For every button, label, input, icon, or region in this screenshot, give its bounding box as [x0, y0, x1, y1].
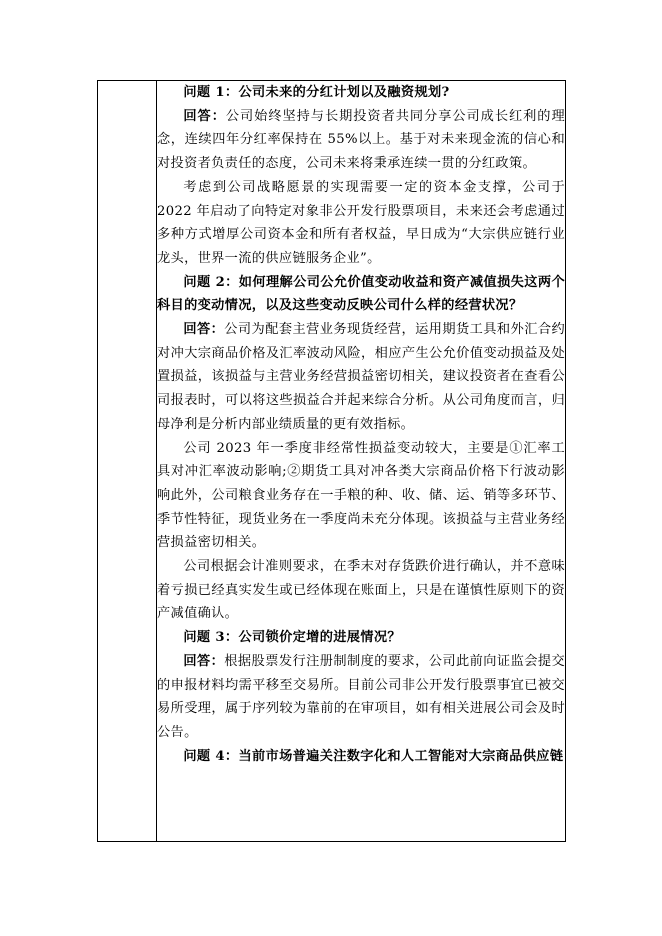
table-row	[98, 81, 566, 842]
table-left-cell	[98, 81, 157, 842]
answer-2-paragraph-2: 公司 2023 年一季度非经常性损益变动较大，主要是①汇率工具对冲汇率波动影响;②期货工具对冲各类大宗商品价格下行波动影响此外，公司粮食业务存在一手粮的种、收、储、运、销等多环节、季节性特征，现货业务在一季度尚未充分体现。该损益与主营业务经营损益密切相关。	[157, 440, 565, 551]
question-1: 问题 1：公司未来的分红计划以及融资规划?	[183, 85, 450, 100]
qa-table	[97, 80, 566, 842]
answer-1-paragraph-1: 回答：公司始终坚持与长期投资者共同分享公司成长红利的理念，连续四年分红率保持在 55%以上。基于对未来现金流的信心和对投资者负责任的态度，公司未来将秉承连续一贯的分红政策。	[157, 108, 565, 172]
question-2: 问题 2：如何理解公司公允价值变动收益和资产减值损失这两个科目的变动情况，以及这些变动反映公司什么样的经营状况？	[157, 274, 565, 314]
answer-label: 回答：	[183, 322, 225, 338]
table-content-cell	[157, 81, 566, 842]
question-4: 问题 4：当前市场普遍关注数字化和人工智能对大宗商品供应链	[183, 748, 564, 764]
answer-3-paragraph-1: 回答：根据股票发行注册制制度的要求，公司此前向证监会提交的申报材料均需平移至交易所。目前公司非公开发行股票事宜已被交易所受理，属于序列较为靠前的在审项目，如有相关进展公司会及时公告。	[157, 653, 565, 740]
answer-2-paragraph-3: 公司根据会计准则要求，在季末对存货跌价进行确认，并不意味着亏损已经真实发生或已经体现在账面上，只是在谨慎性原则下的资产减值确认。	[157, 559, 565, 622]
answer-2-paragraph-1: 回答：公司为配套主营业务现货经营，运用期货工具和外汇合约对冲大宗商品价格及汇率波动风险，相应产生公允价值变动损益及处置损益，该损益与主营业务经营损益密切相关，建议投资者在查看公司报表时，可以将这些损益合并起来综合分析。从公司角度而言，归母净利是分析内部业绩质量的更有效指标。	[157, 322, 565, 432]
answer-1-paragraph-2: 考虑到公司战略愿景的实现需要一定的资本金支撑，公司于 2022 年启动了向特定对象非公开发行股票项目，未来还会考虑通过多种方式增厚公司资本金和所有者权益，早日成为“大宗供应链行业龙头，世界一流的供应链服务企业”。	[157, 179, 565, 266]
question-3: 问题 3：公司锁价定增的进展情况？	[183, 630, 401, 646]
answer-label: 回答：	[183, 653, 225, 669]
answer-label: 回答：	[183, 108, 226, 124]
